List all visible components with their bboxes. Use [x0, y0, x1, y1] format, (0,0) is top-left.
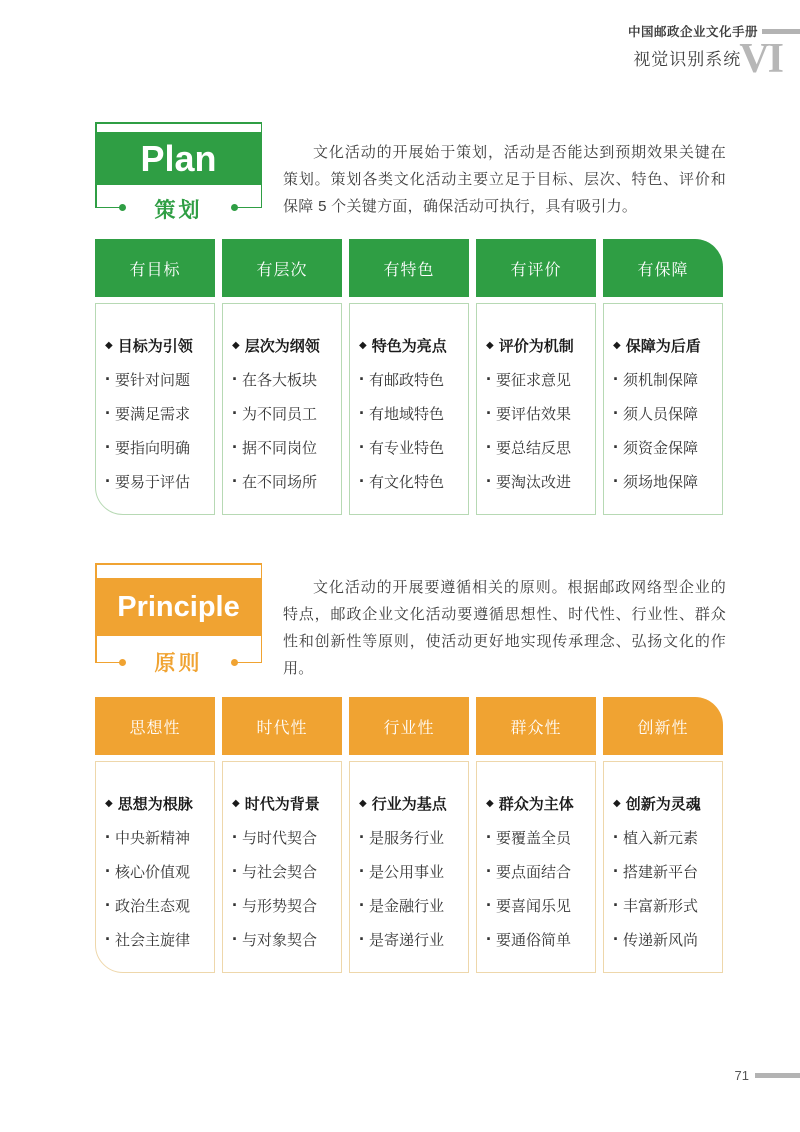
card-title [232, 328, 339, 362]
dot-bullet-icon: · [105, 861, 111, 881]
column-card [349, 303, 469, 515]
header-bar-decoration [762, 29, 800, 34]
table-column [222, 697, 342, 973]
column-card [95, 303, 215, 515]
diamond-bullet-icon: ◆ [613, 797, 621, 809]
card-title [486, 328, 593, 362]
card-item [613, 396, 720, 430]
principle-label [95, 563, 262, 673]
card-item-text: 搭建新平台 [623, 863, 699, 881]
dot-bullet-icon: · [359, 437, 365, 457]
dot-bullet-icon: · [359, 895, 365, 915]
diamond-bullet-icon: ◆ [105, 339, 113, 351]
card-item-text: 要易于评估 [115, 473, 191, 491]
card-item [359, 820, 466, 854]
card-item [359, 854, 466, 888]
table-column [349, 239, 469, 515]
dot-bullet-icon: · [486, 437, 492, 457]
card-item [105, 854, 212, 888]
card-title [105, 328, 212, 362]
card-item-text: 须机制保障 [623, 371, 699, 389]
card-item-text: 传递新风尚 [623, 931, 699, 949]
card-item [486, 854, 593, 888]
column-header: 有目标 [95, 239, 215, 297]
column-card [222, 761, 342, 973]
card-item [613, 922, 720, 956]
plan-title-en: Plan [95, 132, 262, 185]
card-item [613, 362, 720, 396]
card-item [486, 430, 593, 464]
dot-bullet-icon: · [613, 929, 619, 949]
card-item-text: 须资金保障 [623, 439, 699, 457]
dot-bullet-icon: · [105, 471, 111, 491]
card-item [359, 430, 466, 464]
column-header: 创新性 [603, 697, 723, 755]
card-item-text: 要征求意见 [496, 371, 572, 389]
dot-bullet-icon: · [105, 827, 111, 847]
principle-title-cn: 原则 [154, 652, 203, 675]
card-item [232, 854, 339, 888]
card-item-text: 有邮政特色 [369, 371, 445, 389]
card-item [359, 396, 466, 430]
diamond-bullet-icon: ◆ [359, 339, 367, 351]
card-item-text: 社会主旋律 [115, 931, 191, 949]
card-item-text: 要针对问题 [115, 371, 191, 389]
column-header: 有保障 [603, 239, 723, 297]
dot-bullet-icon: · [486, 929, 492, 949]
label-top-line [95, 563, 262, 565]
table-column [95, 697, 215, 973]
diamond-bullet-icon: ◆ [232, 797, 240, 809]
card-title-text: 创新为灵魂 [625, 795, 701, 813]
card-item [613, 464, 720, 498]
card-item-text: 要通俗简单 [496, 931, 572, 949]
card-title-text: 时代为背景 [244, 795, 320, 813]
card-title [232, 786, 339, 820]
dot-bullet-icon: · [232, 471, 238, 491]
card-item [232, 888, 339, 922]
dot-bullet-icon: · [359, 827, 365, 847]
dot-bullet-icon: · [486, 895, 492, 915]
dot-bullet-icon: · [613, 369, 619, 389]
card-item-text: 在不同场所 [242, 473, 318, 491]
dot-bullet-icon: · [359, 471, 365, 491]
card-item-text: 有专业特色 [369, 439, 445, 457]
card-item-text: 要点面结合 [496, 863, 572, 881]
card-item-text: 据不同岗位 [242, 439, 318, 457]
footer-bar-decoration [755, 1073, 800, 1078]
table-column [603, 697, 723, 973]
dot-bullet-icon: · [105, 369, 111, 389]
card-item [232, 820, 339, 854]
card-item-text: 与形势契合 [242, 897, 318, 915]
card-title-text: 群众为主体 [498, 795, 574, 813]
dot-bullet-icon: · [105, 929, 111, 949]
page-number: 71 [734, 1068, 749, 1083]
card-item-text: 是公用事业 [369, 863, 445, 881]
diamond-bullet-icon: ◆ [486, 797, 494, 809]
label-top-line [95, 122, 262, 124]
plan-label [95, 122, 262, 232]
dot-bullet-icon: · [613, 437, 619, 457]
column-header: 时代性 [222, 697, 342, 755]
card-item-text: 与对象契合 [242, 931, 318, 949]
dot-bullet-icon: · [359, 861, 365, 881]
card-item-text: 有地域特色 [369, 405, 445, 423]
table-column [349, 697, 469, 973]
dot-bullet-icon: · [613, 861, 619, 881]
diamond-bullet-icon: ◆ [359, 797, 367, 809]
card-item [486, 820, 593, 854]
column-header: 有层次 [222, 239, 342, 297]
card-title [359, 786, 466, 820]
diamond-bullet-icon: ◆ [232, 339, 240, 351]
dot-bullet-icon: · [613, 895, 619, 915]
card-title-text: 保障为后盾 [625, 337, 701, 355]
card-item-text: 为不同员工 [242, 405, 318, 423]
card-item [486, 922, 593, 956]
card-item [232, 430, 339, 464]
card-title [105, 786, 212, 820]
card-item [232, 464, 339, 498]
card-title-text: 评价为机制 [498, 337, 574, 355]
card-item [105, 820, 212, 854]
card-item [613, 888, 720, 922]
card-item-text: 要满足需求 [115, 405, 191, 423]
card-item-text: 丰富新形式 [623, 897, 699, 915]
card-item-text: 是服务行业 [369, 829, 445, 847]
column-card [349, 761, 469, 973]
card-item-text: 要淘汰改进 [496, 473, 572, 491]
column-header: 群众性 [476, 697, 596, 755]
principle-columns [95, 697, 723, 973]
card-item [359, 888, 466, 922]
card-item-text: 有文化特色 [369, 473, 445, 491]
table-column [476, 239, 596, 515]
card-item-text: 要指向明确 [115, 439, 191, 457]
dot-bullet-icon: · [105, 437, 111, 457]
card-item-text: 是寄递行业 [369, 931, 445, 949]
dot-bullet-icon: · [105, 895, 111, 915]
column-header: 思想性 [95, 697, 215, 755]
plan-intro-paragraph: 文化活动的开展始于策划，活动是否能达到预期效果关键在策划。策划各类文化活动主要立足于目标、层次、特色、评价和保障 5 个关键方面，确保活动可执行，具有吸引力。 [283, 144, 726, 215]
card-item-text: 要总结反思 [496, 439, 572, 457]
card-item [232, 362, 339, 396]
card-title-text: 层次为纲领 [244, 337, 320, 355]
card-item-text: 须人员保障 [623, 405, 699, 423]
card-item [105, 922, 212, 956]
card-item [486, 888, 593, 922]
card-item [486, 362, 593, 396]
card-item-text: 须场地保障 [623, 473, 699, 491]
column-card [476, 303, 596, 515]
card-item [105, 464, 212, 498]
dot-bullet-icon: · [232, 437, 238, 457]
card-item [613, 820, 720, 854]
dot-bullet-icon: · [105, 403, 111, 423]
card-title [613, 328, 720, 362]
dot-bullet-icon: · [232, 861, 238, 881]
table-column [476, 697, 596, 973]
column-header: 有评价 [476, 239, 596, 297]
card-title-text: 行业为基点 [371, 795, 447, 813]
card-title [359, 328, 466, 362]
card-item [359, 922, 466, 956]
dot-bullet-icon: · [359, 403, 365, 423]
card-item [613, 430, 720, 464]
dot-bullet-icon: · [232, 403, 238, 423]
section-principle [0, 563, 800, 978]
card-item [359, 362, 466, 396]
diamond-bullet-icon: ◆ [613, 339, 621, 351]
column-card [603, 761, 723, 973]
card-title-text: 目标为引领 [117, 337, 193, 355]
card-item [232, 396, 339, 430]
card-item-text: 要覆盖全员 [496, 829, 572, 847]
column-card [476, 761, 596, 973]
dot-bullet-icon: · [613, 471, 619, 491]
page-footer [735, 1068, 800, 1083]
card-item [105, 430, 212, 464]
card-item [105, 362, 212, 396]
dot-bullet-icon: · [613, 827, 619, 847]
card-item-text: 与社会契合 [242, 863, 318, 881]
dot-bullet-icon: · [486, 861, 492, 881]
table-column [603, 239, 723, 515]
card-item-text: 与时代契合 [242, 829, 318, 847]
card-item [105, 396, 212, 430]
vi-watermark: VI [739, 36, 782, 82]
card-item [613, 854, 720, 888]
principle-intro-paragraph: 文化活动的开展要遵循相关的原则。根据邮政网络型企业的特点，邮政企业文化活动要遵循思想性、时代性、行业性、群众性和创新性等原则，使活动更好地实现传承理念、弘扬文化的作用。 [283, 579, 726, 677]
plan-title-cn: 策划 [154, 199, 203, 222]
dot-bullet-icon: · [486, 369, 492, 389]
card-item-text: 政治生态观 [115, 897, 191, 915]
card-item [486, 464, 593, 498]
card-item [359, 464, 466, 498]
card-item-text: 是金融行业 [369, 897, 445, 915]
dot-bullet-icon: · [486, 827, 492, 847]
card-title [486, 786, 593, 820]
card-title-text: 思想为根脉 [117, 795, 193, 813]
dot-bullet-icon: · [486, 403, 492, 423]
diamond-bullet-icon: ◆ [105, 797, 113, 809]
dot-bullet-icon: · [486, 471, 492, 491]
dot-bullet-icon: · [232, 929, 238, 949]
principle-title-en: Principle [95, 578, 262, 636]
table-column [95, 239, 215, 515]
dot-bullet-icon: · [232, 895, 238, 915]
vi-system-subtitle: 视觉识别系统 [633, 50, 742, 69]
card-item-text: 核心价值观 [115, 863, 191, 881]
column-card [95, 761, 215, 973]
card-item-text: 植入新元素 [623, 829, 699, 847]
dot-bullet-icon: · [613, 403, 619, 423]
card-item-text: 要喜闻乐见 [496, 897, 572, 915]
running-subheader [633, 36, 782, 82]
card-title [613, 786, 720, 820]
section-plan [0, 122, 800, 522]
card-item [232, 922, 339, 956]
dot-bullet-icon: · [359, 369, 365, 389]
card-item [486, 396, 593, 430]
card-item-text: 要评估效果 [496, 405, 572, 423]
column-header: 行业性 [349, 697, 469, 755]
dot-bullet-icon: · [232, 827, 238, 847]
diamond-bullet-icon: ◆ [486, 339, 494, 351]
handbook-title: 中国邮政企业文化手册 [627, 25, 758, 39]
dot-bullet-icon: · [232, 369, 238, 389]
card-title-text: 特色为亮点 [371, 337, 447, 355]
column-card [603, 303, 723, 515]
column-header: 有特色 [349, 239, 469, 297]
column-card [222, 303, 342, 515]
card-item [105, 888, 212, 922]
card-item-text: 中央新精神 [115, 829, 191, 847]
table-column [222, 239, 342, 515]
card-item-text: 在各大板块 [242, 371, 318, 389]
plan-columns [95, 239, 723, 515]
dot-bullet-icon: · [359, 929, 365, 949]
